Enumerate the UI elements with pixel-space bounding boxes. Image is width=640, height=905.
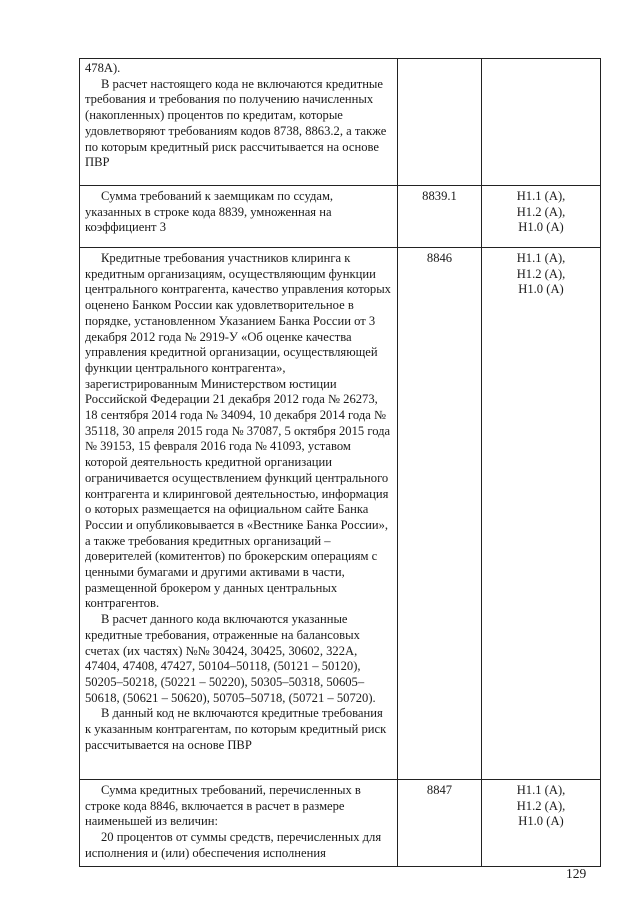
code-cell: 8847 (398, 780, 482, 867)
description-cell (80, 780, 398, 867)
code-cell: 8846 (398, 248, 482, 780)
description-paragraph: 20 процентов от суммы средств, перечисленных для исполнения и (или) обеспечения исполнения (85, 830, 382, 860)
indicator-label: Н1.0 (А) (518, 220, 564, 235)
indicator-label: Н1.1 (А), (516, 251, 566, 265)
table-row (80, 186, 601, 248)
description-paragraph: В расчет настоящего кода не включаются кредитные требования и требования по получению начисленных (накопленных) процентов по кредитам, которые удовлетворяют требованиям кодов 8738, 8863.2, а также по которым кредитный риск рассчитывается на основе ПВР (85, 76, 387, 170)
description-paragraph: Сумма требований к заемщикам по ссудам, указанных в строке кода 8839, умноженная на коэффициент 3 (85, 189, 334, 235)
indicators-cell (482, 780, 601, 867)
table-row (80, 780, 601, 867)
indicator-label: Н1.0 (А) (518, 814, 564, 829)
code-cell: 8839.1 (398, 186, 482, 248)
indicator-label: Н1.0 (А) (518, 282, 564, 297)
description-paragraph: Сумма кредитных требований, перечисленных в строке кода 8846, включается в расчет в размере наименьшей из величин: (85, 783, 361, 829)
description-paragraph: 478А). (85, 61, 121, 75)
description-cell (80, 59, 398, 186)
description-paragraph: Кредитные требования участников клиринга к кредитным организациям, осуществляющим функции центрального контрагента, качество управления которых оценено Банком России как удовлетворительное в порядке, установленном Указанием Банка России от 3 декабря 2012 года № 2919-У «Об оценке качества управления кредитной организации, осуществляющей функции центрального контрагента», зарегистрированным Министерством юстиции Российской Федерации 21 декабря 2012 года № 26273, 18 сентября 2014 года № 34094, 10 декабря 2014 года № 35118, 30 апреля 2015 года № 37087, 5 октября 2015 года № 39153, 15 февраля 2016 года № 41093, уставом которой деятельность кредитной организации ограничивается осуществлением функций центрального контрагента и клиринговой деятельностью, информация о которых размещается на официальном сайте Банка России и опубликовывается в «Вестнике Банка России», а также требования кредитных организаций – доверителей (комитентов) по брокерским операциям с ценными бумагами и другими активами в части, размещенной брокером у данных центральных контрагентов. (85, 251, 391, 611)
indicator-label: Н1.2 (А), (516, 266, 566, 281)
table-row (80, 59, 601, 186)
page-number: 129 (566, 866, 587, 881)
indicator-label: Н1.2 (А), (516, 798, 566, 813)
description-paragraph: В расчет данного кода включаются указанные кредитные требования, отраженные на балансовых счетах (их частях) №№ 30424, 30425, 30602, 322А, 47404, 47408, 47427, 50104–50118, (50121 – 50120), 50205–50218, (50221 – 50220), 50305–50318, 50605–50618, (50621 – 50620), 50705–50718, (50721 – 50720). (85, 612, 376, 705)
description-paragraph: В данный код не включаются кредитные требования к указанным контрагентам, по которым кредитный риск рассчитывается на основе ПВР (85, 706, 387, 752)
description-cell (80, 186, 398, 248)
indicators-cell (482, 248, 601, 780)
indicators-cell (482, 59, 601, 186)
indicator-label: Н1.2 (А), (516, 204, 566, 219)
indicators-cell (482, 186, 601, 248)
requirements-table (79, 58, 601, 867)
description-cell (80, 248, 398, 780)
code-cell (398, 59, 482, 186)
indicator-label: Н1.1 (А), (516, 189, 566, 203)
table-row (80, 248, 601, 780)
indicator-label: Н1.1 (А), (516, 783, 566, 797)
